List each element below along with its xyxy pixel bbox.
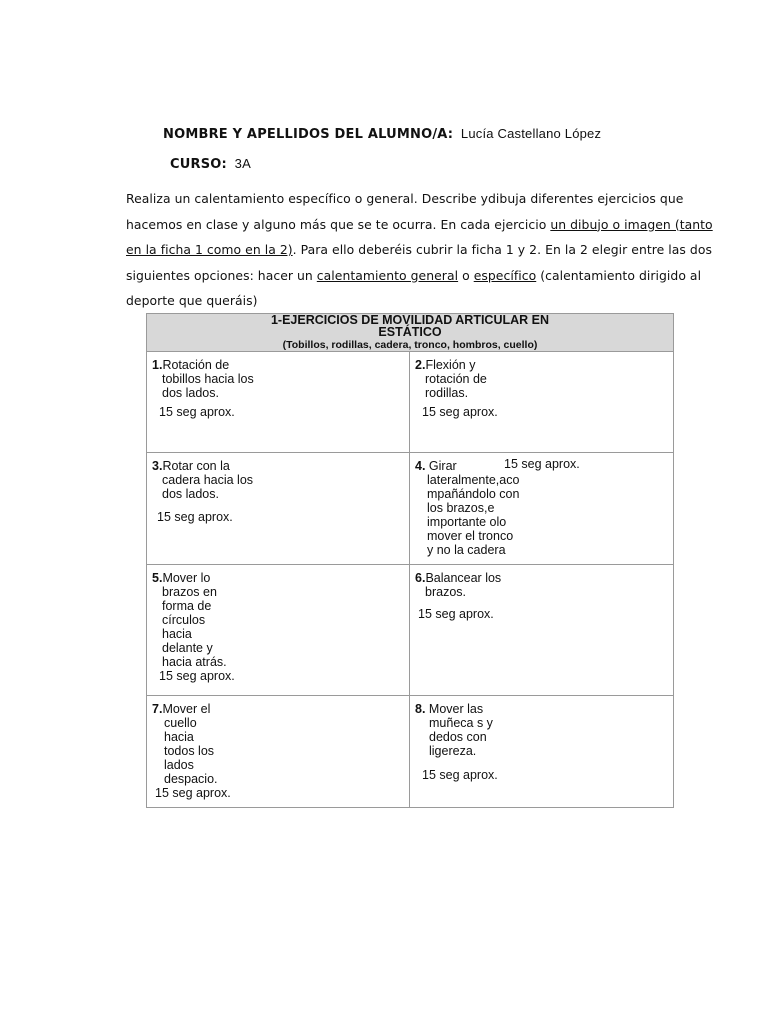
exercise-cell-2 xyxy=(410,352,674,452)
student-name-value: Lucía Castellano López xyxy=(460,126,602,141)
instructions-underline-drawing: un dibujo o imagen (tanto en la ficha 1 como en la 2) xyxy=(126,216,713,257)
instructions-text-1: Realiza un calentamiento específico o general. Describe ydibuja diferentes ejercicios que hacemos en clase y alguno más que se te ocurra. En cada ejercicio xyxy=(126,191,684,232)
exercise-4-duration: 15 seg aprox. xyxy=(504,456,580,471)
table-title-line-1: 1-EJERCICIOS DE MOVILIDAD ARTICULAR EN xyxy=(270,313,550,328)
exercise-4-text: 4. Girar lateralmente,aco mpañándolo con los brazos,e importante olo mover el tronco y no la cadera xyxy=(415,458,520,557)
exercise-1-duration: 15 seg aprox. xyxy=(159,405,235,420)
exercise-7-duration: 15 seg aprox. xyxy=(155,785,231,800)
exercise-5-duration: 15 seg aprox. xyxy=(159,669,235,683)
course-label: CURSO: xyxy=(170,157,227,172)
table-title-line-2: ESTÁTICO xyxy=(378,325,442,340)
exercise-cell-3 xyxy=(147,452,410,564)
instructions-text-3: o xyxy=(458,267,474,283)
exercise-2-duration: 15 seg aprox. xyxy=(422,405,498,420)
exercise-6-text: 6.Balancear los brazos. xyxy=(415,571,502,599)
student-name-line xyxy=(163,126,601,142)
exercise-2-text: 2.Flexión y rotación de rodillas. xyxy=(415,358,487,401)
table-subtitle: (Tobillos, rodillas, cadera, tronco, hombros, cuello) xyxy=(282,339,538,352)
exercise-8-text: 8. Mover las muñeca s y dedos con ligereza. xyxy=(415,701,493,758)
course-value: 3A xyxy=(234,156,251,171)
exercise-6-duration: 15 seg aprox. xyxy=(418,607,494,621)
exercise-cell-7 xyxy=(147,695,410,807)
exercise-table xyxy=(146,313,674,808)
student-name-label: NOMBRE Y APELLIDOS DEL ALUMNO/A: xyxy=(163,127,454,142)
instructions-paragraph xyxy=(126,186,716,314)
exercise-cell-1 xyxy=(147,352,410,452)
instructions-text-2: . Para ello deberéis cubrir la ficha 1 y 2. En la 2 elegir entre las dos siguientes opciones: hacer un xyxy=(126,242,712,283)
exercise-8-duration: 15 seg aprox. xyxy=(422,767,498,782)
exercise-cell-4 xyxy=(410,452,674,564)
instructions-text-4: (calentamiento dirigido al deporte que queráis) xyxy=(126,267,702,308)
exercise-cell-6 xyxy=(410,565,674,696)
exercise-3-text: 3.Rotar con la cadera hacia los dos lados. xyxy=(152,458,254,501)
exercise-cell-5 xyxy=(147,565,410,696)
exercise-7-text: 7.Mover el cuello hacia todos los lados despacio. xyxy=(152,701,218,786)
exercise-cell-8 xyxy=(410,695,674,807)
table-header xyxy=(147,314,674,352)
exercise-1-text: 1.Rotación de tobillos hacia los dos lados. xyxy=(152,358,254,401)
exercise-3-duration: 15 seg aprox. xyxy=(157,509,233,524)
course-line xyxy=(170,156,251,172)
instructions-underline-general: calentamiento general xyxy=(316,267,459,283)
instructions-underline-specific: específico xyxy=(473,267,537,283)
exercise-5-text: 5.Mover lo brazos en forma de círculos hacia delante y hacia atrás. xyxy=(152,571,227,669)
